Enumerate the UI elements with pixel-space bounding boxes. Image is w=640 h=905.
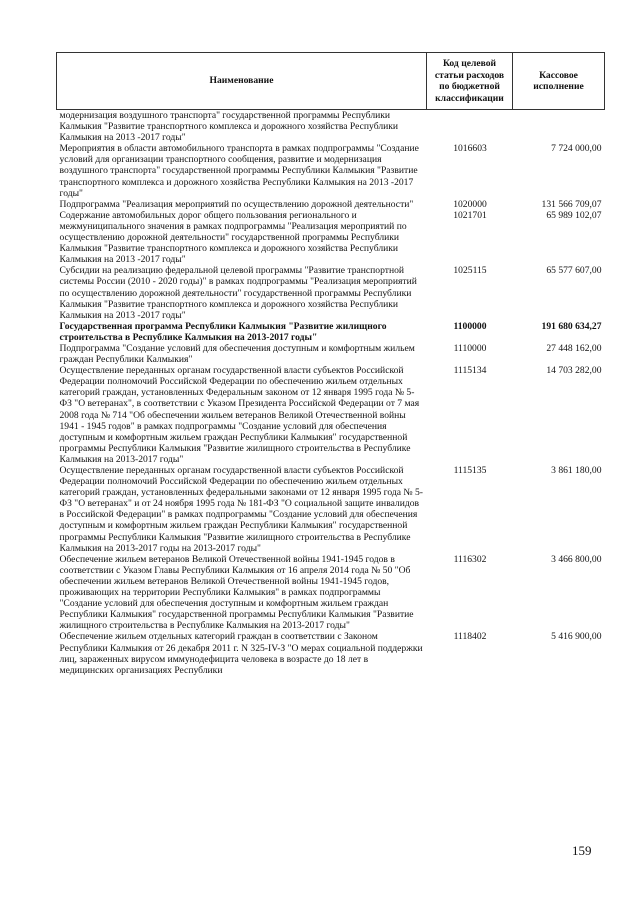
row-code-cell: 1110000 [453, 342, 487, 354]
table-row [57, 321, 605, 343]
row-amount-cell: 65 577 607,00 [546, 265, 602, 277]
row-amount-cell: 3 861 180,00 [551, 465, 602, 476]
budget-table [56, 52, 605, 676]
row-name-cell: Осуществление переданных органам государственной власти субъектов Российской Федерации полномочий Российской Федерации по обеспечению жильем отдельных категорий граждан, установленных Федеральным законом от 12 января 1995 года № 5-ФЗ "О ветеранах", в соответствии с Указом Президента Российской Федерации от 7 мая 2008 года № 714 "Об обеспечении жильем ветеранов Великой Отечественной войны 1941 - 1945 годов" в рамках подпрограммы "Создание условий для обеспечения доступным и комфортным жильем граждан Республики Калмыкия" государственной программы Республики Калмыкия "Развитие жилищного строительства в Республике Калмыкия на 2013-2017 годы" [59, 365, 420, 465]
table-row [57, 210, 605, 265]
row-name-cell: модернизация воздушного транспорта" государственной программы Республики Калмыкия "Развитие транспортного комплекса и дорожного хозяйства Республики Калмыкия на 2013 -2017 годы" [59, 110, 399, 144]
row-code-cell [427, 110, 513, 144]
row-amount-cell: 191 680 634,27 [541, 320, 602, 332]
row-name-cell: Осуществление переданных органам государственной власти субъектов Российской Федерации полномочий Российской Федерации по обеспечению жильем отдельных категорий граждан, установленных федеральными законами от 12 января 1995 года № 5-ФЗ "О ветеранах" и от 24 ноября 1995 года № 181-ФЗ "О социальной защите инвалидов в Российской Федерации" в рамках подпрограммы "Создание условий для обеспечения доступным и комфортным жильем граждан Республики Калмыкия" государственной программы Республики Калмыкия "Развитие жилищного строительства в Республике Калмыкия на 2013-2017 годы на 2013-2017 годы" [59, 465, 423, 554]
row-amount-cell [513, 110, 605, 144]
row-name-cell: Подпрограмма "Реализация мероприятий по осуществлению дорожной деятельности" [59, 198, 414, 210]
row-name-cell: Обеспечение жильем отдельных категорий граждан в соответствии с Законом Республики Калмыкия от 26 декабря 2011 г. N 325-IV-З "О мерах социальной поддержки лиц, зараженных вирусом иммунодефицита человека в возрасте до 18 лет в медицинских организациях Республики [59, 631, 423, 676]
row-amount-cell: 27 448 162,00 [546, 342, 602, 354]
document-page [56, 52, 604, 676]
table-row [57, 365, 605, 465]
table-header-row [57, 53, 605, 110]
header-amount: Кассовое исполнение [513, 53, 605, 110]
table-row [57, 465, 605, 554]
header-code: Код целевой статьи расходов по бюджетной классификации [427, 53, 513, 110]
row-name-cell: Субсидии на реализацию федеральной целевой программы "Развитие транспортной системы России (2010 - 2020 годы)" в рамках подпрограммы "Реализация мероприятий по осуществлению дорожной деятельности" государственной программы Республики Калмыкия "Развитие транспортного комплекса и дорожного хозяйства Республики Калмыкия на 2013 -2017 годы" [59, 265, 417, 321]
row-name-cell: Мероприятия в области автомобильного транспорта в рамках подпрограммы "Создание условий для организации транспортного сообщения, развитие и модернизация воздушного транспорта" государственной программы Республики Калмыкия "Развитие транспортного комплекса и дорожного хозяйства Республики Калмыкия на 2013 -2017 годы" [59, 143, 419, 199]
row-code-cell: 1016603 [453, 143, 487, 155]
row-name-cell: Содержание автомобильных дорог общего пользования регионального и межмуниципального значения в рамках подпрограммы "Реализация мероприятий по осуществлению дорожной деятельности" государственной программы Республики Калмыкия "Развитие транспортного комплекса и дорожного хозяйства Республики Калмыкия на 2013 -2017 годы" [59, 209, 407, 266]
row-name-cell: Подпрограмма "Создание условий для обеспечения доступным и комфортным жильем граждан Республики Калмыкия" [59, 342, 415, 366]
row-code-cell: 1100000 [453, 320, 487, 332]
table-row [57, 199, 605, 210]
row-code-cell: 1116302 [453, 553, 487, 565]
page-number: 159 [572, 843, 592, 858]
table-row [57, 143, 605, 198]
row-amount-cell: 65 989 102,07 [546, 209, 602, 221]
table-body [57, 110, 605, 676]
table-row [57, 554, 605, 632]
row-code-cell: 1115134 [453, 365, 487, 377]
row-name-cell: Государственная программа Республики Калмыкия "Развитие жилищного строительства в Республике Калмыкия на 2013-2017 годы" [59, 320, 387, 343]
row-amount-cell: 7 724 000,00 [551, 143, 602, 155]
row-name-cell: Обеспечение жильем ветеранов Великой Отечественной войны 1941-1945 годов в соответствии с Указом Главы Республики Калмыкия от 16 апреля 2014 года № 50 "Об обеспечении жильем ветеранов Великой Отечественной войны 1941-1945 годов, проживающих на территории Республики Калмыкия" в рамках подпрограммы "Создание условий для обеспечения доступным и комфортным жильем граждан Республики Калмыкия" государственной программы Республики Калмыкия "Развитие жилищного строительства в Республике Калмыкия на 2013-2017 годы" [59, 553, 414, 632]
row-code-cell: 1021701 [453, 209, 487, 221]
row-code-cell: 1115135 [453, 465, 487, 476]
row-code-cell: 1118402 [453, 631, 487, 643]
row-code-cell: 1020000 [453, 198, 487, 210]
row-code-cell: 1025115 [453, 265, 487, 277]
row-amount-cell: 131 566 709,07 [541, 198, 602, 210]
row-amount-cell: 14 703 282,00 [546, 365, 602, 377]
table-row [57, 631, 605, 675]
table-row [57, 265, 605, 320]
table-row [57, 110, 605, 144]
header-name: Наименование [57, 53, 427, 110]
row-amount-cell: 3 466 800,00 [551, 553, 602, 565]
row-amount-cell: 5 416 900,00 [551, 631, 602, 643]
table-row [57, 343, 605, 365]
